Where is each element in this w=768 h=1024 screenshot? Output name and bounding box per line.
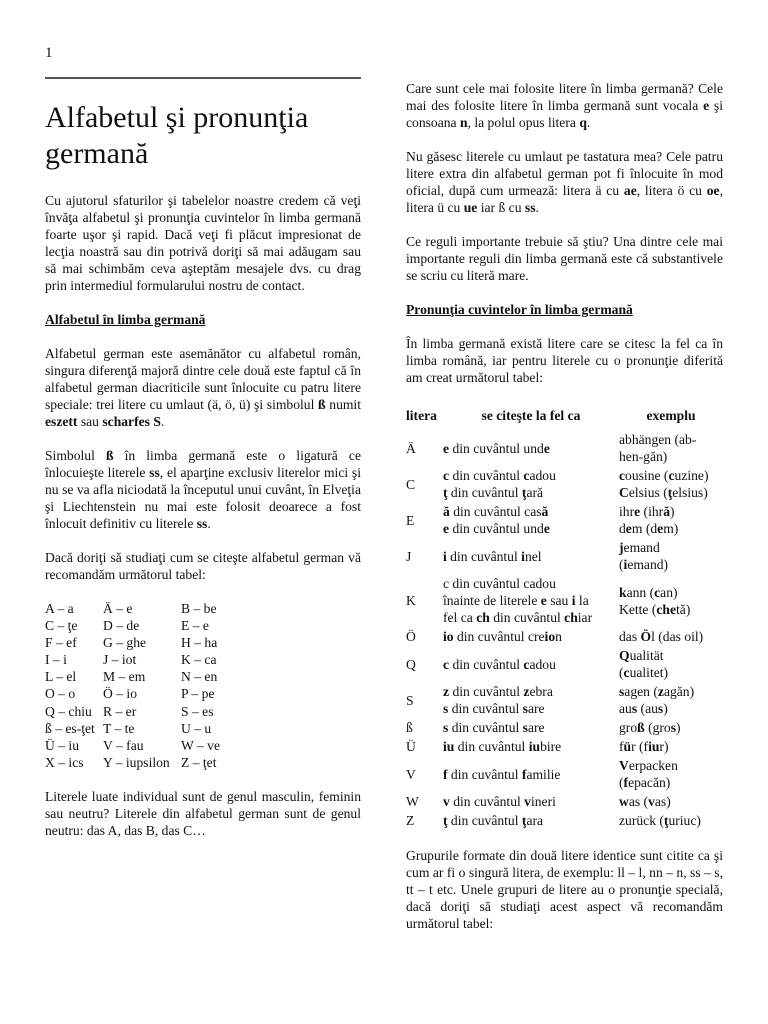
text: şi consoana bbox=[406, 98, 723, 130]
bold-segment: c bbox=[443, 656, 450, 672]
table-header-row bbox=[406, 403, 723, 430]
bold-segment: ü bbox=[623, 739, 632, 754]
text-segment: iar bbox=[577, 610, 593, 625]
letter-cell: Q bbox=[406, 656, 416, 672]
page-number: 1 bbox=[45, 45, 53, 61]
bold-segment: c bbox=[654, 584, 661, 600]
text-segment: din cuvântul bbox=[447, 813, 522, 828]
text-segment: d bbox=[619, 521, 626, 536]
text-segment: din cuvântul bbox=[449, 794, 525, 809]
bold-letter: ss bbox=[524, 200, 536, 215]
bold-letter: q bbox=[579, 115, 587, 130]
text: iar ß cu bbox=[477, 200, 525, 215]
alphabet-entry: N – en bbox=[181, 669, 218, 685]
text-segment: adou bbox=[529, 656, 556, 672]
bold-segment: s bbox=[631, 701, 638, 716]
text-segment: erpacken bbox=[628, 758, 678, 773]
text-segment: ară bbox=[526, 485, 544, 500]
letter-cell: C bbox=[406, 476, 416, 492]
bold-segment: v bbox=[648, 794, 655, 809]
text-segment: as ( bbox=[628, 794, 649, 809]
text: , litera ö cu bbox=[636, 183, 707, 198]
scharfes-s-term: scharfes S bbox=[102, 414, 161, 429]
bold-segment: w bbox=[619, 794, 629, 809]
example-cell bbox=[619, 466, 723, 502]
text-segment: nel bbox=[524, 548, 542, 564]
reading-cell bbox=[443, 737, 619, 756]
text-segment: sau bbox=[546, 593, 572, 608]
letter-cell: E bbox=[406, 512, 415, 528]
alphabet-entry: T – te bbox=[103, 720, 135, 736]
alphabet-entry: F – ef bbox=[45, 635, 77, 651]
bold-segment: s bbox=[619, 684, 625, 699]
left-column bbox=[45, 100, 361, 856]
table-row bbox=[406, 627, 723, 646]
table-row bbox=[406, 737, 723, 756]
bold-segment: ţ bbox=[667, 485, 673, 500]
double-letters-paragraph: Grupurile formate din două litere identice sunt citite ca şi cum ar fi o singură litera, de exemplu: ll – l, nn – n, ss – s, tt – t etc. Unele grupuri de litere au o pronunţie specială, dacă doriţi să studiaţi acest aspect vă recomandăm următorul tabel: bbox=[406, 848, 723, 931]
text: Care sunt cele mai folosite litere în limba germană? Cele mai des folosite litere în limba germană sunt vocala bbox=[406, 81, 723, 113]
text-segment: are bbox=[527, 701, 545, 716]
alphabet-entry: X – ics bbox=[45, 754, 84, 770]
letter-cell: Ä bbox=[406, 440, 416, 456]
text-segment: ( bbox=[619, 557, 624, 572]
bold-segment: ă bbox=[663, 504, 670, 519]
alphabet-entry: E – e bbox=[181, 618, 209, 634]
text-segment: r) bbox=[659, 739, 669, 754]
right-column bbox=[406, 80, 723, 949]
alphabet-entry: G – ghe bbox=[103, 635, 147, 651]
text-segment: din cuvântul bbox=[448, 720, 523, 735]
reading-cell bbox=[443, 756, 619, 792]
text-segment: m) bbox=[663, 521, 679, 536]
section-heading-pronunciation: Pronunţia cuvintelor în limba germană bbox=[406, 302, 633, 317]
bold-letter: ae bbox=[623, 183, 637, 198]
text-segment: as) bbox=[654, 794, 671, 809]
alphabet-entry: S – es bbox=[181, 703, 214, 719]
bold-segment: e bbox=[543, 440, 550, 456]
letter-cell: S bbox=[406, 692, 414, 708]
alphabet-intro-paragraph: Dacă doriţi să studiaţi cum se citeşte alfabetul german vă recomandăm următorul tabel: bbox=[45, 550, 361, 582]
bold-segment: ă bbox=[541, 504, 549, 519]
alphabet-entry: W – ve bbox=[181, 737, 221, 753]
text-segment: r (f bbox=[631, 739, 649, 754]
example-cell bbox=[619, 574, 723, 627]
text-segment: (au bbox=[637, 701, 658, 716]
text-segment: tte ( bbox=[634, 601, 657, 617]
bold-segment: che bbox=[656, 601, 677, 617]
bold-segment: c bbox=[443, 468, 450, 483]
table-body bbox=[406, 430, 723, 830]
table-row bbox=[406, 502, 723, 538]
text-segment: c bbox=[523, 576, 530, 591]
text-segment: din cuvântul cas bbox=[449, 504, 542, 519]
text-segment: ihr bbox=[619, 504, 635, 519]
bold-segment: ţ bbox=[521, 485, 527, 500]
bold-segment: e bbox=[634, 504, 641, 519]
reading-cell bbox=[443, 682, 619, 718]
text-segment: ) bbox=[676, 720, 681, 735]
alphabet-entry: Ä – e bbox=[103, 601, 133, 616]
text: Alfabetul german este asemănător cu alfabetul român, singura diferenţă majoră dintre cele două este faptul că în alfabetul german diacriticile sunt înlocuite cu patru litere speciale: trei litere cu umlaut (ä, ö, ü) şi simbolul bbox=[45, 346, 361, 412]
reading-cell bbox=[443, 502, 619, 538]
text-segment: la bbox=[575, 593, 589, 608]
text-segment: ( bbox=[619, 665, 624, 680]
bold-segment: v bbox=[443, 794, 450, 809]
example-cell bbox=[619, 718, 723, 737]
bold-segment: ţ bbox=[443, 485, 448, 500]
text: Nu găsesc literele cu umlaut pe tastatura mea? Cele patru litere extra din alfabetul german pot fi înlocuite în mod oficial, după cum urmează: litera ä cu bbox=[406, 149, 723, 198]
table-row bbox=[406, 792, 723, 811]
bold-segment: e bbox=[443, 521, 450, 536]
umlaut-keyboard-paragraph bbox=[406, 148, 723, 216]
example-cell bbox=[619, 430, 723, 466]
text-segment: din cuvântul bbox=[449, 468, 524, 483]
letter-cell: Ü bbox=[406, 739, 416, 754]
text-segment: din cuvântul bbox=[454, 739, 529, 754]
text-segment: din cuvântul bbox=[448, 701, 523, 716]
text: numit bbox=[325, 397, 361, 412]
bold-segment: c bbox=[523, 468, 530, 483]
alphabet-entry: H – ha bbox=[181, 635, 218, 651]
bold-segment: f bbox=[443, 766, 448, 782]
bold-segment: i bbox=[623, 557, 628, 572]
text-segment: ) bbox=[663, 701, 668, 716]
text-segment: fel ca bbox=[443, 610, 477, 625]
reading-cell bbox=[443, 811, 619, 830]
table-row bbox=[406, 466, 723, 502]
text-segment: ebra bbox=[529, 684, 553, 699]
text-segment: din cuvântul cre bbox=[453, 629, 545, 644]
text-segment: das bbox=[619, 629, 641, 644]
text-segment: din cuvântul bbox=[449, 656, 524, 672]
bold-segment: j bbox=[619, 540, 624, 555]
letter-cell: ß bbox=[406, 720, 413, 735]
bold-segment: f bbox=[623, 775, 629, 790]
text-segment: l (das oil) bbox=[651, 629, 704, 644]
alphabet-entry: Y – iupsilon bbox=[103, 754, 170, 770]
bold-segment: ch bbox=[476, 610, 490, 625]
example-cell bbox=[619, 811, 723, 830]
text-segment: an) bbox=[660, 584, 678, 600]
letter-cell: V bbox=[406, 766, 416, 782]
alphabet-entry: M – em bbox=[103, 669, 146, 685]
table-row bbox=[406, 538, 723, 574]
letter-cell: Ö bbox=[406, 629, 416, 644]
text: , la polul opus litera bbox=[467, 115, 580, 130]
bold-letter: oe bbox=[706, 183, 720, 198]
example-cell bbox=[619, 646, 723, 682]
bold-segment: z bbox=[657, 684, 664, 699]
bold-segment: iu bbox=[528, 739, 541, 754]
table-row bbox=[406, 430, 723, 466]
bold-segment: c bbox=[623, 665, 630, 680]
text-segment: din cuvântul bbox=[489, 610, 565, 625]
text-segment: (ihr bbox=[640, 504, 664, 519]
text-segment: ( bbox=[619, 775, 624, 790]
bold-segment: iu bbox=[648, 739, 660, 754]
text-segment: din cuvântul bbox=[449, 684, 524, 699]
bold-segment: e bbox=[540, 593, 547, 608]
letter-cell: J bbox=[406, 548, 412, 564]
alphabet-entry: Q – chiu bbox=[45, 703, 92, 719]
text-segment: uzine) bbox=[674, 468, 709, 483]
rules-paragraph: Ce reguli importante trebuie să ştiu? Una dintre cele mai importante reguli din limba germană este că substantivele se scriu cu literă mare. bbox=[406, 234, 723, 283]
text: , litera ü cu bbox=[406, 183, 723, 215]
column-header-example: exemplu bbox=[646, 408, 696, 423]
text-segment: ualitet) bbox=[629, 665, 669, 680]
eszett-symbol: ß bbox=[318, 397, 326, 412]
alphabet-entry: Ö – io bbox=[103, 686, 137, 702]
bold-segment: s bbox=[657, 701, 664, 716]
bold-segment: e bbox=[657, 521, 664, 536]
eszett-term: eszett bbox=[45, 414, 78, 429]
text-segment: epacăn) bbox=[628, 775, 671, 790]
bold-segment: e bbox=[443, 440, 450, 456]
bold-segment: C bbox=[619, 485, 629, 500]
text: în limba germană este o ligatură ce înlocuieşte literele bbox=[45, 448, 361, 480]
bold-segment: io bbox=[443, 629, 454, 644]
text-segment: elsius ( bbox=[628, 485, 668, 500]
alphabet-entry: D – de bbox=[103, 618, 140, 634]
example-cell bbox=[619, 538, 723, 574]
bold-segment: s bbox=[522, 720, 528, 735]
section-heading-alphabet: Alfabetul în limba germană bbox=[45, 312, 206, 327]
pronunciation-table bbox=[406, 403, 723, 830]
reading-cell bbox=[443, 538, 619, 574]
alphabet-entry: ß – es-ţet bbox=[45, 720, 95, 736]
reading-cell bbox=[443, 627, 619, 646]
bold-segment: i bbox=[521, 548, 525, 564]
example-cell bbox=[619, 756, 723, 792]
ss-term: ss bbox=[149, 465, 160, 480]
letter-cell: W bbox=[406, 794, 419, 809]
bold-segment: io bbox=[544, 629, 556, 644]
bold-segment: c bbox=[523, 656, 530, 672]
bold-segment: c bbox=[619, 468, 626, 483]
text-segment: au bbox=[619, 701, 632, 716]
bold-segment: i bbox=[571, 593, 576, 608]
text: . bbox=[207, 516, 211, 531]
example-cell bbox=[619, 792, 723, 811]
bold-segment: i bbox=[443, 548, 447, 564]
text-segment: ann ( bbox=[626, 584, 655, 600]
alphabet-entry: L – el bbox=[45, 669, 77, 685]
table-row bbox=[406, 682, 723, 718]
text-segment: emand) bbox=[627, 557, 669, 572]
text: . bbox=[160, 414, 165, 429]
text-segment: agen ( bbox=[624, 684, 658, 699]
reading-cell bbox=[443, 718, 619, 737]
text: . bbox=[586, 115, 591, 130]
example-cell bbox=[619, 737, 723, 756]
reading-cell bbox=[443, 466, 619, 502]
alphabet-entry: U – u bbox=[181, 720, 212, 736]
bold-segment: f bbox=[521, 766, 527, 782]
alphabet-entry: C – ţe bbox=[45, 618, 78, 634]
bold-letter: ue bbox=[463, 200, 478, 215]
reading-cell bbox=[443, 430, 619, 466]
bold-segment: e bbox=[625, 521, 632, 536]
example-cell bbox=[619, 502, 723, 538]
alphabet-entry: Z – ţet bbox=[181, 754, 217, 770]
bold-segment: s bbox=[443, 720, 449, 735]
pronunciation-intro-paragraph: În limba germană există litere care se citesc la fel ca în limba română, iar pentru literele cu o pronunţie diferită am creat următorul tabel: bbox=[406, 336, 723, 385]
bold-segment: v bbox=[524, 794, 531, 809]
text-segment: zur bbox=[619, 813, 637, 828]
text-segment: hen-găn) bbox=[619, 449, 668, 464]
column-header-letter: litera bbox=[406, 408, 437, 423]
alphabet-entry: A – a bbox=[45, 601, 74, 616]
text: . bbox=[535, 200, 539, 215]
text-segment: ousine ( bbox=[625, 468, 669, 483]
text-segment: ineri bbox=[530, 794, 556, 809]
text-segment: n bbox=[555, 629, 562, 644]
text: sau bbox=[77, 414, 103, 429]
example-cell bbox=[619, 627, 723, 646]
table-row bbox=[406, 718, 723, 737]
alphabet-entry: O – o bbox=[45, 686, 76, 702]
reading-cell bbox=[443, 574, 619, 627]
text-segment: gro bbox=[619, 720, 638, 735]
bold-segment: z bbox=[523, 684, 530, 699]
text-segment: din cuvântul und bbox=[449, 440, 544, 456]
alphabet-paragraph bbox=[45, 345, 361, 430]
text-segment: din cuvântul bbox=[447, 766, 522, 782]
bold-segment: ţ bbox=[443, 813, 448, 828]
text-segment: amilie bbox=[526, 766, 561, 782]
bold-segment: s bbox=[670, 720, 677, 735]
eszett-symbol: ß bbox=[105, 448, 114, 463]
bold-segment: V bbox=[619, 758, 629, 773]
bold-segment: iu bbox=[443, 739, 455, 754]
bold-segment: ţ bbox=[521, 813, 527, 828]
alphabet-entry: K – ca bbox=[181, 652, 217, 668]
bold-segment: Ö bbox=[640, 629, 652, 644]
intro-paragraph: Cu ajutorul sfaturilor şi tabelelor noastre credem că veţi învăţa alfabetul şi pronunţia cuvintelor în limba germană foarte uşor şi rapid. Dacă veţi fi plăcut impresionat de lecţia noastră sau din potrivă doriţi să mai adăugam sau să mai schimbăm ceva aşteptăm mesajele dvs. cu drag prin intermediul formularului nostru de contact. bbox=[45, 193, 361, 293]
ss-term: ss bbox=[196, 516, 208, 531]
text-segment: înainte de literele bbox=[443, 593, 541, 608]
reading-cell bbox=[443, 646, 619, 682]
ligature-paragraph bbox=[45, 447, 361, 532]
bold-segment: ă bbox=[443, 504, 450, 519]
bold-segment: s bbox=[522, 701, 528, 716]
text-segment: ) bbox=[669, 504, 675, 519]
table-row bbox=[406, 646, 723, 682]
table-row bbox=[406, 811, 723, 830]
text-segment: (gro bbox=[644, 720, 671, 735]
table-row bbox=[406, 756, 723, 792]
bold-segment: ch bbox=[564, 610, 578, 625]
text-segment: ara bbox=[526, 813, 544, 828]
text-segment: adou bbox=[529, 468, 556, 483]
text-segment: e bbox=[628, 601, 635, 617]
bold-segment: z bbox=[443, 684, 450, 699]
bold-segment: Q bbox=[619, 648, 630, 663]
table-row bbox=[406, 574, 723, 627]
text-segment: emand bbox=[623, 540, 660, 555]
text-segment: bire bbox=[540, 739, 562, 754]
reading-cell bbox=[443, 792, 619, 811]
text-segment: ualität bbox=[629, 648, 664, 663]
text-segment: tă) bbox=[676, 601, 691, 617]
bold-segment: k bbox=[619, 584, 627, 600]
alphabet-list bbox=[45, 600, 361, 771]
text-segment: ü bbox=[636, 813, 644, 828]
text-segment: uriuc) bbox=[668, 813, 701, 828]
alphabet-entry: J – iot bbox=[103, 652, 137, 668]
example-cell bbox=[619, 682, 723, 718]
bold-segment: ß bbox=[637, 720, 645, 735]
gender-paragraph: Literele luate individual sunt de genul masculin, feminin sau neutru? Literele din alfabetul german sunt de genul neutru: das A, das B, das C… bbox=[45, 788, 361, 838]
text-segment: din cuvântul bbox=[446, 548, 522, 564]
text-segment: adou bbox=[529, 576, 556, 591]
alphabet-entry: I – i bbox=[45, 652, 67, 668]
text-segment: f bbox=[619, 739, 624, 754]
text-segment: agăn) bbox=[663, 684, 695, 699]
bold-segment: e bbox=[543, 521, 550, 536]
alphabet-entry: B – be bbox=[181, 601, 217, 616]
text-segment: din cuvântul bbox=[447, 485, 522, 500]
alphabet-entry: P – pe bbox=[181, 686, 215, 702]
text-segment: K bbox=[619, 601, 629, 617]
frequent-letters-paragraph bbox=[406, 80, 723, 131]
bold-segment: ţ bbox=[663, 813, 669, 828]
bold-segment: c bbox=[668, 468, 675, 483]
text-segment: abhängen (ab- bbox=[619, 432, 697, 447]
title-rule bbox=[45, 77, 361, 79]
letter-cell: K bbox=[406, 593, 416, 608]
text: , el aparţine exclusiv literelor mici şi nu se va afla niciodată la începutul unui cuvânt, în Elveţia şi Liechtenstein nu mai este folosit deoarece a fost înlocuit definitiv cu literele bbox=[45, 465, 361, 531]
page-title: Alfabetul şi pronunţia germană bbox=[45, 101, 309, 170]
text-segment: din cuvântul und bbox=[449, 521, 544, 536]
bold-segment: s bbox=[443, 701, 449, 716]
bold-letter: n bbox=[459, 115, 468, 130]
letter-cell: Z bbox=[406, 813, 415, 828]
bold-letter: e bbox=[703, 98, 710, 113]
text-segment: c din cuvântul bbox=[443, 576, 524, 591]
text-segment: are bbox=[527, 720, 545, 735]
text-segment: elsius) bbox=[672, 485, 708, 500]
alphabet-entry: V – fau bbox=[103, 737, 144, 753]
text: Simbolul bbox=[45, 448, 106, 463]
text-segment: ck ( bbox=[643, 813, 664, 828]
alphabet-entry: Ü – iu bbox=[45, 737, 79, 753]
text-segment: m (d bbox=[631, 521, 658, 536]
column-header-reading: se citeşte la fel ca bbox=[481, 408, 581, 423]
alphabet-entry: R – er bbox=[103, 703, 137, 719]
